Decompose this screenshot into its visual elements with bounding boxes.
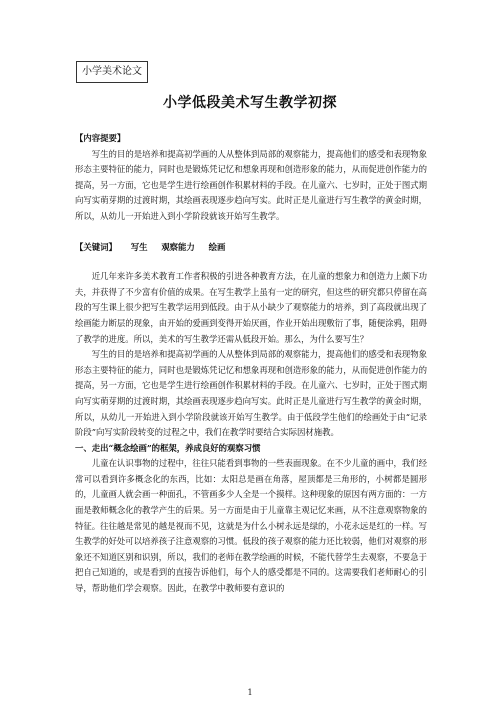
document-body xyxy=(75,131,427,597)
body-paragraph: 写生的目的是培养和提高初学画的人从整体到局部的观察能力，提高他们的感受和表现物象形态主要特征的能力，同时也是锻炼凭记忆和想象再现和创造形象的能力，从而促进创作能力的提高，另一方面，它也是学生进行绘画创作积累材料的手段。在儿童六、七岁时，正处于图式期向写实萌芽期的过渡时期，其绘画表现逐步趋向写实。此时正是儿童进行写生教学的黄金时期，所以，从幼儿一开始进入到小学阶段就该开始写生教学。由于低段学生他们的绘画处于由“记录阶段”向写实阶段转变的过程之中，我们在教学时要结合实际因材施教。 xyxy=(75,349,427,438)
document-title: 小学低段美术写生教学初探 xyxy=(163,95,337,111)
keyword: 绘画 xyxy=(208,241,226,252)
category-tag: 小学美术论文 xyxy=(76,61,148,83)
abstract-heading: 【内容提要】 xyxy=(75,133,126,143)
keywords-heading: 【关键词】 xyxy=(75,241,117,252)
keyword: 写生 xyxy=(130,241,148,252)
abstract-text: 写生的目的是培养和提高初学画的人从整体到局部的观察能力，提高他们的感受和表现物象形态主要特征的能力，同时也是锻炼凭记忆和想象再现和创造形象的能力，从而促进创作能力的提高，另一方面，它也是学生进行绘画创作积累材料的手段。在儿童六、七岁时，正处于图式期向写实萌芽期的过渡时期，其绘画表现逐步趋向写实。此时正是儿童进行写生教学的黄金时期，所以，从幼儿一开始进入到小学阶段就该开始写生教学。 xyxy=(75,148,427,221)
keywords-line xyxy=(75,240,427,256)
section-heading: 一、走出“概念绘画”的框架，养成良好的观察习惯 xyxy=(75,442,261,453)
body-paragraph: 儿童在认识事物的过程中，往往只能看到事物的一些表面现象。在不少儿童的画中，我们经常可以看到许多概念化的东西，比如：太阳总是画在角落，屋顶都是三角形的，小树都是圆形的，儿童画人就会画一种面孔，不管画多少人全是一个摸样。这种现象的原因有两方面的：一方面是教师概念化的教学产生的后果。另一方面是由于儿童靠主观记忆来画，从不注意观察物象的特征。往往越是常见的越是视而不见，这就是为什么小树永远是绿的，小花永远是红的一样。写生教学的好处可以培养孩子注意观察的习惯。低段的孩子观察的能力还比较弱，他们对观察的形象还不知道区别和识别，所以，我们的老师在教学绘画的时候，不能代替学生去观察，不要急于把自己知道的，或是看到的直接告诉他们，每个人的感受都是不同的。这需要我们老师耐心的引导，帮助他们学会观察。因此，在教学中教师要有意识的 xyxy=(75,458,427,594)
keyword: 观察能力 xyxy=(161,241,195,252)
page-number: 1 xyxy=(247,688,253,697)
body-paragraph: 近几年来许多美术教育工作者积极的引进各种教育方法，在儿童的想象力和创造力上颇下功夫，并获得了不少富有价值的成果。在写生教学上虽有一定的研究，但这些的研究都只停留在高段的写生课上很少把写生教学运用到低段。由于从小缺少了观察能力的培养，到了高段就出现了绘画能力断层的现象，由开始的爱画到变得开始厌画，作业开始出现敷衍了事，随便涂鸦，阻碍了教学的进度。所以，美术的写生教学还需从低段开始。那么，为什么要写生？ xyxy=(75,271,427,344)
